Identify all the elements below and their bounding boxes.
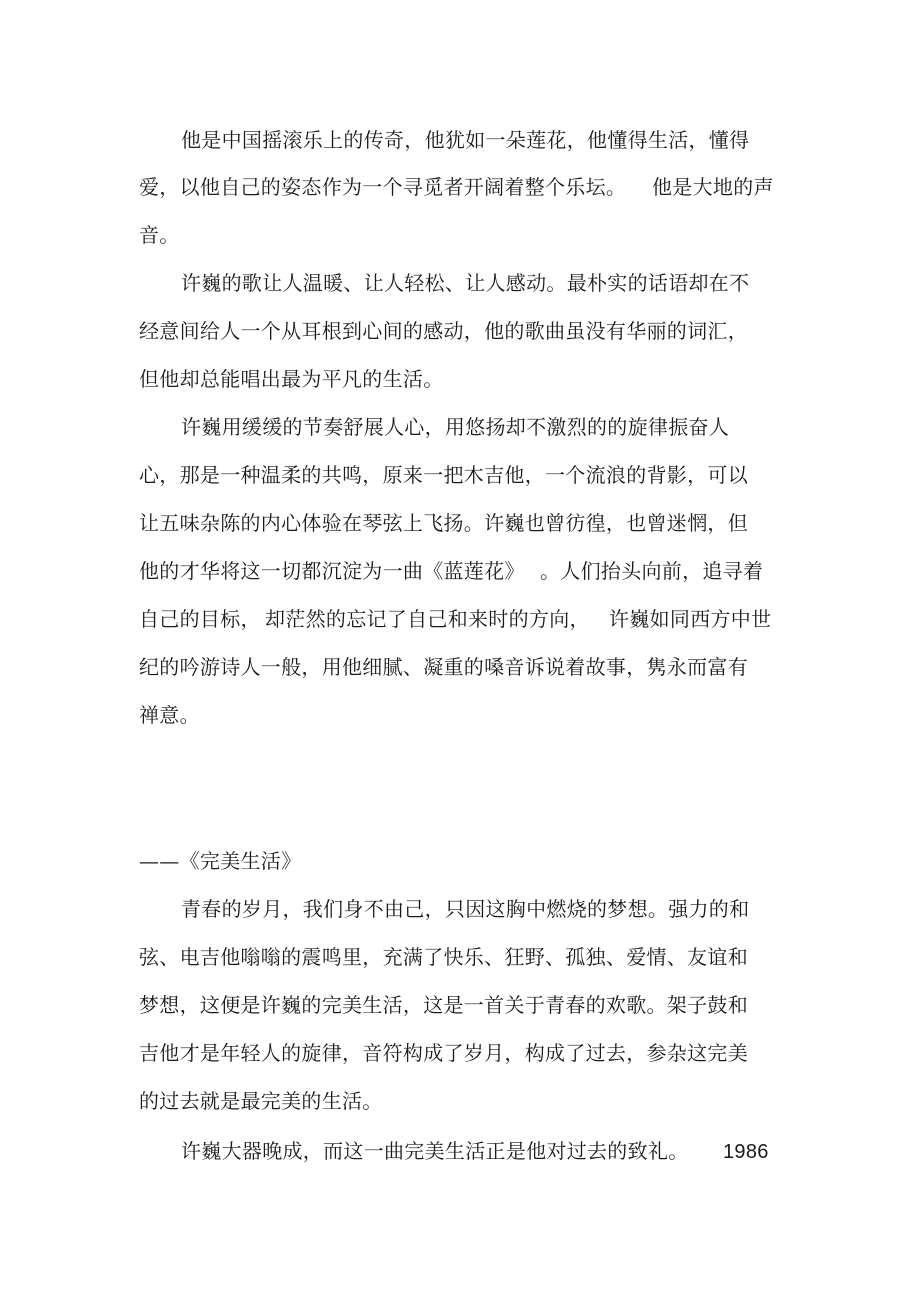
paragraph-3-line-3: 让五味杂陈的内心体验在琴弦上飞扬。许巍也曾彷徨，也曾迷惘，但 (139, 511, 748, 535)
paragraph-2-line-3: 但他却总能唱出最为平凡的生活。 (139, 367, 444, 391)
section-heading: ——《完美生活》 (139, 849, 302, 873)
paragraph-3-line-5-start: 自己的目标， (139, 607, 261, 631)
paragraph-4-line-2: 弦、电吉他嗡嗡的震鸣里，充满了快乐、狂野、孤独、爱情、友谊和 (139, 945, 748, 969)
paragraph-2-line-1: 许巍的歌让人温暖、让人轻松、让人感动。最朴实的话语却在不 (181, 271, 750, 295)
paragraph-4-line-5: 的过去就是最完美的生活。 (139, 1089, 383, 1113)
paragraph-4-line-1: 青春的岁月，我们身不由己，只因这胸中燃烧的梦想。强力的和 (181, 897, 750, 921)
paragraph-5-line-1: 许巍大器晚成，而这一曲完美生活正是他对过去的致礼。 (181, 1139, 689, 1163)
paragraph-1-line-2-end: 他是大地的声 (652, 175, 774, 199)
paragraph-3-line-4: 他的才华将这一切都沉淀为一曲《蓝莲花》 (139, 559, 525, 583)
paragraph-3-line-6: 纪的吟游诗人一般，用他细腻、凝重的嗓音诉说着故事，隽永而富有 (139, 655, 748, 679)
paragraph-3-line-4-end: 。人们抬头向前，追寻着 (540, 559, 764, 583)
paragraph-4-line-3: 梦想，这便是许巍的完美生活，这是一首关于青春的欢歌。架子鼓和 (139, 993, 748, 1017)
paragraph-1-line-3: 音。 (139, 223, 180, 247)
paragraph-1-line-2: 爱，以他自己的姿态作为一个寻觅者开阔着整个乐坛。 (139, 175, 627, 199)
paragraph-3-line-2: 心，那是一种温柔的共鸣，原来一把木吉他，一个流浪的背影，可以 (139, 463, 748, 487)
paragraph-3-line-5-middle: 却茫然的忘记了自己和来时的方向， (265, 607, 590, 631)
paragraph-5-year: 1986 (723, 1141, 769, 1163)
paragraph-3-line-7: 禅意。 (139, 703, 200, 727)
paragraph-3-line-5-end: 许巍如同西方中世 (609, 607, 772, 631)
paragraph-1-line-1: 他是中国摇滚乐上的传奇，他犹如一朵莲花，他懂得生活，懂得 (181, 128, 750, 152)
paragraph-4-line-4: 吉他才是年轻人的旋律，音符构成了岁月，构成了过去，参杂这完美 (139, 1041, 748, 1065)
paragraph-3-line-1: 许巍用缓缓的节奏舒展人心，用悠扬却不激烈的的旋律振奋人 (181, 415, 730, 439)
paragraph-2-line-2: 经意间给人一个从耳根到心间的感动，他的歌曲虽没有华丽的词汇， (139, 319, 748, 343)
